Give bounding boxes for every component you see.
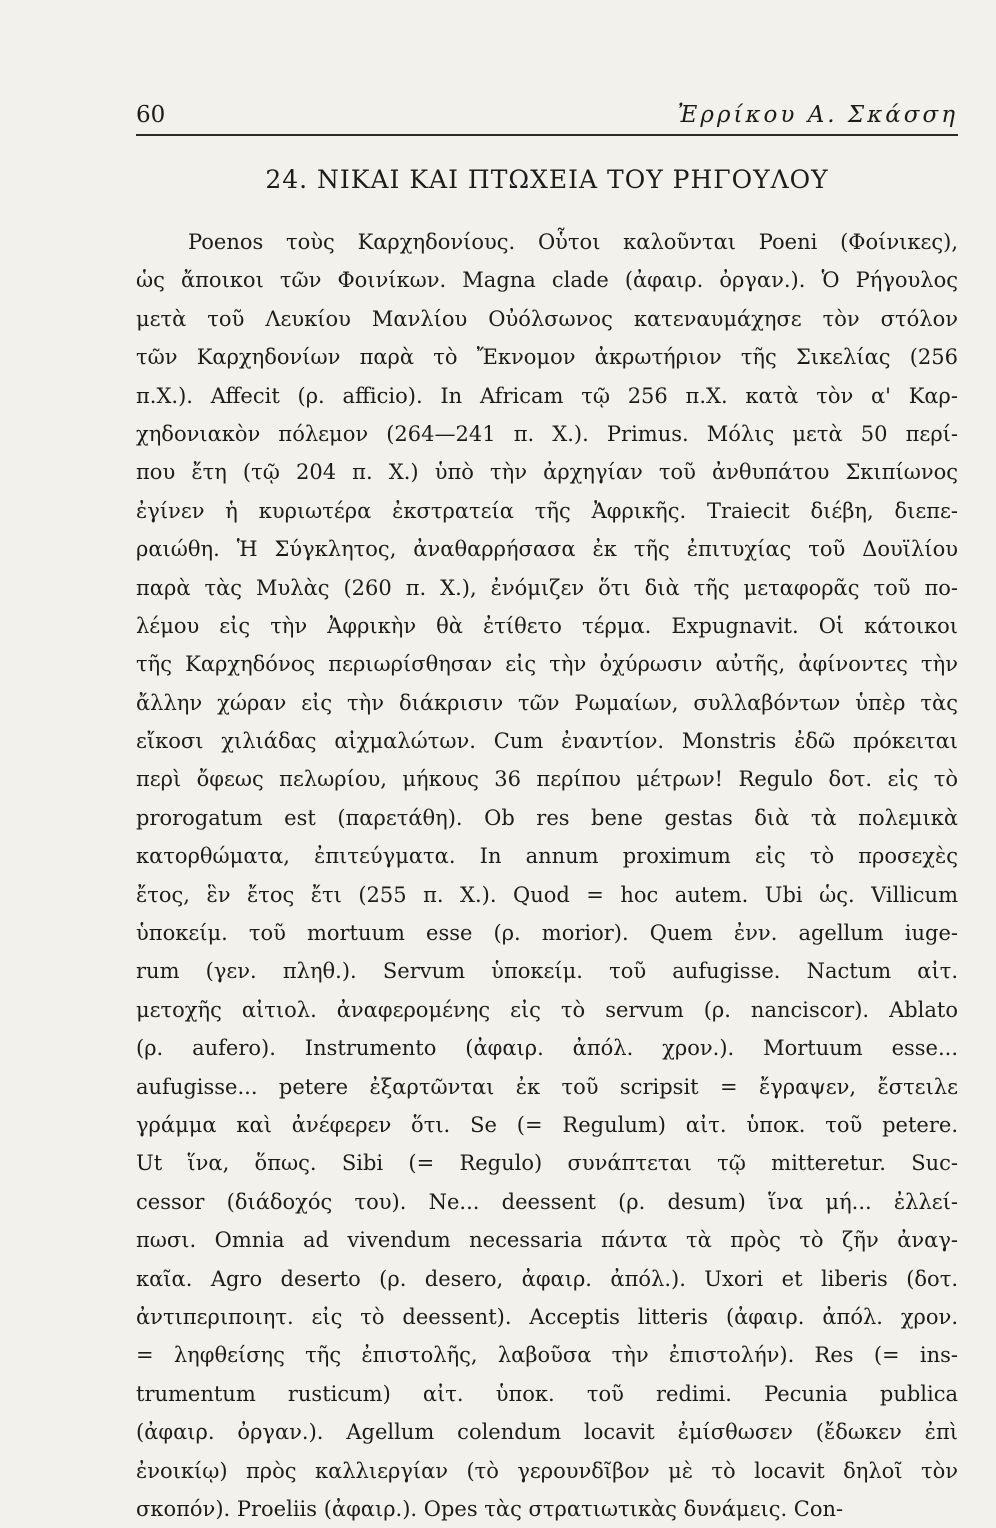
text-line: cessor (διάδοχός του). Ne... deessent (ρ. desum) ἵνα μή... ἐλλεί- xyxy=(136,1189,958,1214)
text-line: κατορθώματα, ἐπιτεύγματα. In annum proximum εἰς τὸ προσεχὲς xyxy=(136,844,958,869)
text-line: καῖα. Agro deserto (ρ. desero, ἀφαιρ. ἀπόλ.). Uxori et liberis (δοτ. xyxy=(136,1266,958,1291)
text-line: παρὰ τὰς Μυλὰς (260 π. Χ.), ἐνόμιζεν ὅτι διὰ τῆς μεταφορᾶς τοῦ πο- xyxy=(136,575,958,600)
text-line: ἔτος, ἓν ἔτος ἔτι (255 π. Χ.). Quod = hoc autem. Ubi ὡς. Villicum xyxy=(136,882,958,907)
text-line: ραιώθη. Ἡ Σύγκλητος, ἀναθαρρήσασα ἐκ τῆς ἐπιτυχίας τοῦ Δουϊλίου xyxy=(136,537,958,562)
text-line: ἄλλην χώραν εἰς τὴν διάκρισιν τῶν Ρωμαίων, συλλαβόντων ὑπὲρ τὰς xyxy=(136,690,958,715)
text-line: πωσι. Omnia ad vivendum necessaria πάντα τὰ πρὸς τὸ ζῆν ἀναγ- xyxy=(136,1228,958,1253)
text-line: ἐγίνεν ἡ κυριωτέρα ἐκστρατεία τῆς Ἀφρικῆς. Traiecit διέβη, διεπε- xyxy=(136,498,958,523)
text-line: τῆς Καρχηδόνος περιωρίσθησαν εἰς τὴν ὀχύρωσιν αὐτῆς, ἀφίνοντες τὴν xyxy=(136,652,958,677)
text-line: μετοχῆς αἰτιολ. ἀναφερομένης εἰς τὸ servum (ρ. nanciscor). Ablato xyxy=(136,997,958,1022)
text-line: μετὰ τοῦ Λευκίου Μανλίου Οὐόλσωνος κατεναυμάχησε τὸν στόλον xyxy=(136,306,958,331)
text-line: trumentum rusticum) αἰτ. ὑποκ. τοῦ redimi. Pecunia publica xyxy=(136,1381,958,1406)
text-line: ὑποκείμ. τοῦ mortuum esse (ρ. morior). Quem ἐνν. agellum iuge- xyxy=(136,921,958,946)
text-line: χηδονιακὸν πόλεμον (264—241 π. Χ.). Primus. Μόλις μετὰ 50 περί- xyxy=(136,421,958,446)
text-line: Ut ἵνα, ὅπως. Sibi (= Regulo) συνάπτεται τῷ mitteretur. Suc- xyxy=(136,1151,958,1176)
section-title: 24. ΝΙΚΑΙ ΚΑΙ ΠΤΩΧΕΙΑ ΤΟΥ ΡΗΓΟΥΛΟΥ xyxy=(265,165,829,194)
body-text xyxy=(136,223,958,1528)
text-line: Poenos τοὺς Καρχηδονίους. Οὗτοι καλοῦνται Poeni (Φοίνικες), xyxy=(188,230,958,254)
text-line: ὡς ἄποικοι τῶν Φοινίκων. Magna clade (ἀφαιρ. ὀργαν.). Ὁ Ρήγουλος xyxy=(136,268,958,293)
text-line: = ληφθείσης τῆς ἐπιστολῆς, λαβοῦσα τὴν ἐπιστολήν). Res (= ins- xyxy=(136,1343,958,1368)
text-line: που ἔτη (τῷ 204 π. Χ.) ὑπὸ τὴν ἀρχηγίαν τοῦ ἀνθυπάτου Σκιπίωνος xyxy=(136,460,958,485)
text-line: εἴκοσι χιλιάδας αἰχμαλώτων. Cum ἐναντίον. Monstris ἐδῶ πρόκειται xyxy=(136,729,958,754)
page-number: 60 xyxy=(136,102,166,128)
text-line: λέμου εἰς τὴν Ἀφρικὴν θὰ ἐτίθετο τέρμα. Expugnavit. Οἱ κάτοικοι xyxy=(136,613,958,638)
text-line: ἀντιπεριποιητ. εἰς τὸ deessent). Acceptis litteris (ἀφαιρ. ἀπόλ. χρον. xyxy=(136,1304,958,1329)
page-header xyxy=(136,100,958,136)
text-line: rum (γεν. πληθ.). Servum ὑποκείμ. τοῦ aufugisse. Nactum αἰτ. xyxy=(136,959,958,984)
text-line: (ρ. aufero). Instrumento (ἀφαιρ. ἀπόλ. χρον.). Mortuum esse... xyxy=(136,1036,958,1061)
text-line: aufugisse... petere ἐξαρτῶνται ἐκ τοῦ scripsit = ἔγραψεν, ἔστειλε xyxy=(136,1074,958,1099)
text-line: π.Χ.). Affecit (ρ. afficio). In Africam τῷ 256 π.Χ. κατὰ τὸν α' Καρ- xyxy=(136,383,958,408)
text-line: ἐνοικίῳ) πρὸς καλλιεργίαν (τὸ γερουνδῖβον μὲ τὸ locavit δηλοῖ τὸν xyxy=(136,1458,958,1483)
text-line: τῶν Καρχηδονίων παρὰ τὸ Ἔκνομον ἀκρωτήριον τῆς Σικελίας (256 xyxy=(136,345,958,370)
text-line: (ἀφαιρ. ὀργαν.). Agellum colendum locavit ἐμίσθωσεν (ἔδωκεν ἐπὶ xyxy=(136,1420,958,1445)
text-line: σκοπόν). Proeliis (ἀφαιρ.). Opes τὰς στρατιωτικὰς δυνάμεις. Con- xyxy=(136,1496,844,1521)
text-line: prorogatum est (παρετάθη). Ob res bene gestas διὰ τὰ πολεμικὰ xyxy=(136,805,958,830)
running-head: Ἐρρίκου Α. Σκάσση xyxy=(677,102,958,128)
text-line: γράμμα καὶ ἀνέφερεν ὅτι. Se (= Regulum) αἰτ. ὑποκ. τοῦ petere. xyxy=(136,1112,958,1137)
text-line: περὶ ὄφεως πελωρίου, μήκους 36 περίπου μέτρων! Regulo δοτ. εἰς τὸ xyxy=(136,767,958,792)
